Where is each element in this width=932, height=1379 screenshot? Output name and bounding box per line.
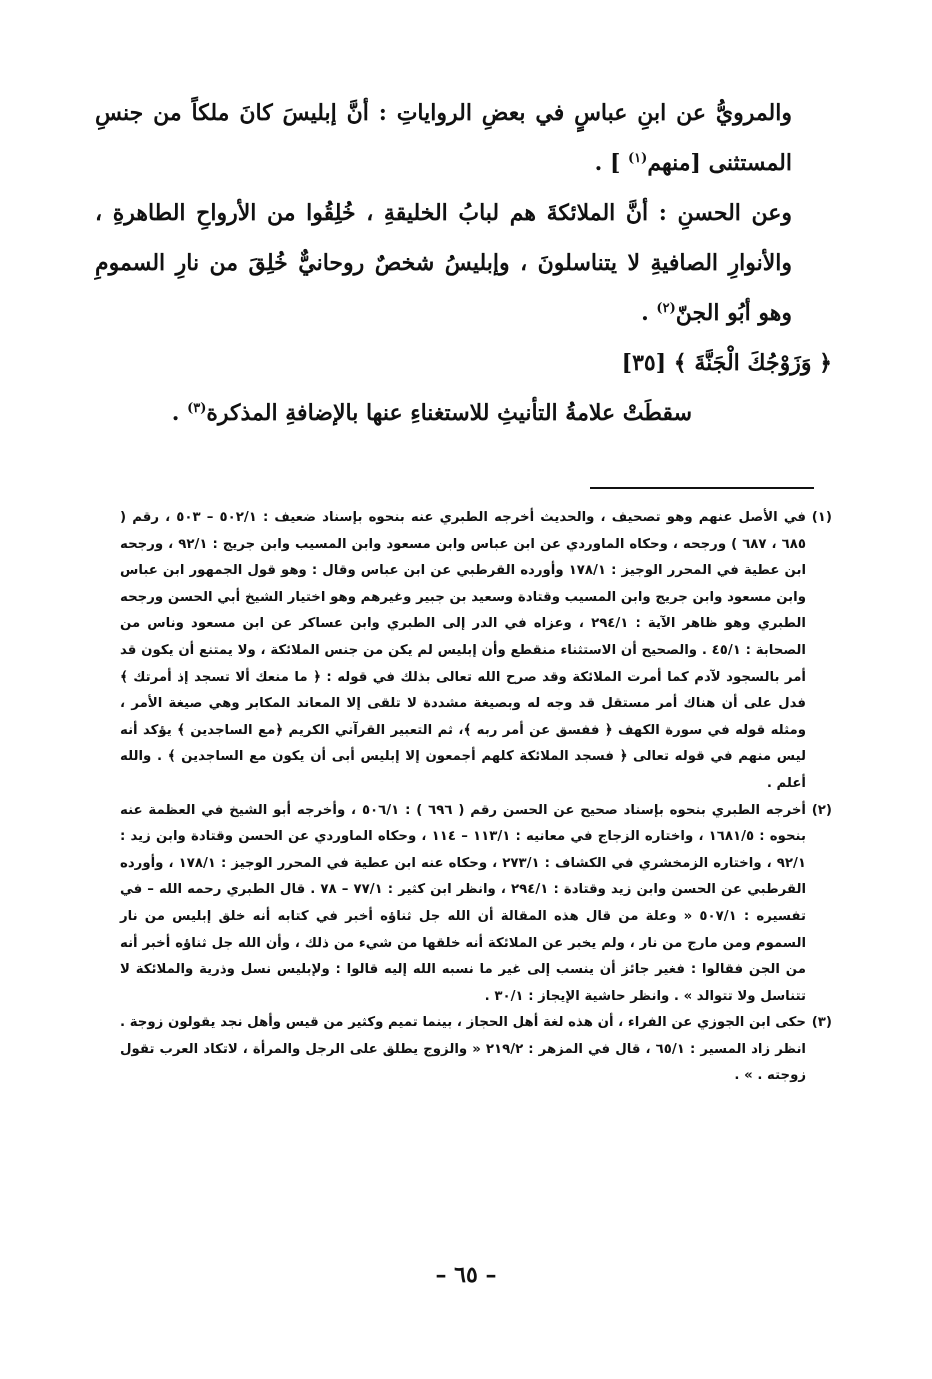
paragraph-2 [95, 188, 832, 338]
paragraph-3-end: . [171, 400, 188, 426]
paragraph-1 [95, 88, 832, 188]
paragraph-2-end: . [641, 300, 657, 326]
paragraph-1-end: ] . [594, 150, 629, 176]
footnote-1 [120, 505, 832, 798]
footnote-ref-1[interactable]: (١) [628, 151, 648, 166]
footnote-ref-2[interactable]: (٢) [656, 301, 676, 316]
footnote-2 [120, 798, 832, 1011]
footnote-text: في الأصل عنهم وهو تصحيف ، والحديث أخرجه الطبري عنه بنحوه بإسناد ضعيف : ٥٠٢/١ – ٥٠٣ ، رقم ( ٦٨٥ ، ٦٨٧ ) ورجحه ، وحكاه الماوردي عن ابن عباس وابن مسعود وابن المسيب وابن جريج : ٩٢/١ ، ورجحه ابن عطية في المحرر الوجيز : ١٧٨/١ وأورده القرطبي عن ابن عباس وقال : وهو قول الجمهور ابن عباس وابن مسعود وابن جريج وابن المسيب وقتادة وسعيد بن جبير وغيرهم وهو اختيار الشيخ أبي الحسن ورجحه الطبري وهو ظاهر الآية : ٢٩٤/١ ، وعزاه في الدر إلى الطبري وابن عساكر عن ابن مسعود وناس من الصحابة : ٤٥/١ . والصحيح أن الاستثناء منقطع وأن إبليس لم يكن من جنس الملائكة ، ولا يمتنع أن يكون قد أمر بالسجود لآدم كما أمرت الملائكة وقد صرح الله تعالى بذلك في قوله : ﴿ ما منعك ألا تسجد إذ أمرتك ﴾ فدل على أن هناك أمر مستقل قد وجه له وبصيغة مشددة لا تلقى إلا المعاند المكابر وهي صيغة الأمر ، ومثله قوله في سورة الكهف ﴿ ففسق عن أمر ربه ﴾، ثم التعبير القرآني الكريم ﴿مع الساجدين ﴾ يؤكد أنه ليس منهم في قوله تعالى ﴿ فسجد الملائكة كلهم أجمعون إلا إبليس أبى أن يكون مع الساجدين ﴾ . والله أعلم . [120, 510, 806, 791]
footnote-number: (٣) [811, 1015, 832, 1031]
footnote-text: أخرجه الطبري بنحوه بإسناد صحيح عن الحسن رقم ( ٦٩٦ ) : ٥٠٦/١ ، وأخرجه أبو الشيخ في العظمة عنه بنحوه : ١٦٨١/٥ ، واختاره الزجاج في معانيه : ١١٣/١ – ١١٤ ، وحكاه الماوردي عن الحسن وقتادة وابن زيد : ٩٢/١ ، واختاره الزمخشري في الكشاف : ٢٧٣/١ ، وحكاه عنه ابن عطية في المحرر الوجيز : ١٧٨/١ ، وأورده القرطبي عن الحسن وابن زيد وقتادة : ٢٩٤/١ ، وانظر ابن كثير : ٧٧/١ – ٧٨ . قال الطبري رحمه الله – في تفسيره : ٥٠٧/١ « وعلة من قال هذه المقالة أن الله جل ثناؤه أخبر في كتابه أنه خلق إبليس من نار السموم ومن مارج من نار ، ولم يخبر عن الملائكة أنه خلقها من شيء من ذلك ، وأن الله جل ثناؤه أخبر أنه من الجن فقالوا : فغير جائز أن ينسب إلى غير ما نسبه الله إليه قالوا : ولإبليس نسل وذرية والملائكة لا تتناسل ولا تتوالد » . وانظر حاشية الإيجاز : ٣٠/١ . [120, 802, 806, 1004]
quran-verse: ﴿ وَزَوْجُكَ الْجَنَّةَ ﴾ [٣٥] [621, 350, 832, 376]
paragraph-3-text: سقطَتْ علامةُ التأنيثِ للاستغناءِ عنها بالإضافةِ المذكرة [206, 400, 692, 426]
paragraph-2-text: وعن الحسنِ : أنَّ الملائكةَ هم لبابُ الخليقةِ ، خُلِقُوا من الأرواحِ الطاهرةِ ، والأنوارِ الصافيةِ لا يتناسلونَ ، وإبليسُ شخصٌ روحانيٌّ خُلِقَ من نارِ السمومِ وهو أبُو الجنّ [95, 200, 792, 326]
paragraph-1-text: والمرويُّ عن ابنِ عباسٍ في بعضِ الرواياتِ : أنَّ إبليسَ كانَ ملكاً من جنسِ المستثنى [منهم [95, 100, 792, 176]
main-text [95, 88, 832, 438]
footnote-number: (٢) [811, 802, 832, 818]
footnote-separator [590, 487, 814, 489]
footnotes [120, 505, 832, 1090]
footnote-ref-3[interactable]: (٣) [187, 401, 207, 416]
paragraph-3 [95, 388, 832, 438]
footnote-text: حكى ابن الجوزي عن الفراء ، أن هذه لغة أهل الحجاز ، بينما تميم وكثير من قيس وأهل نجد يقولون زوجة . انظر زاد المسير : ٦٥/١ ، قال في المزهر : ٢١٩/٢ « والزوج يطلق على الرجل والمرأة ، لاتكاد العرب تقول زوجته . » . [120, 1015, 806, 1084]
footnote-number: (١) [811, 510, 832, 525]
page-number: – ٦٥ – [435, 1262, 497, 1288]
footnote-3 [120, 1010, 832, 1090]
